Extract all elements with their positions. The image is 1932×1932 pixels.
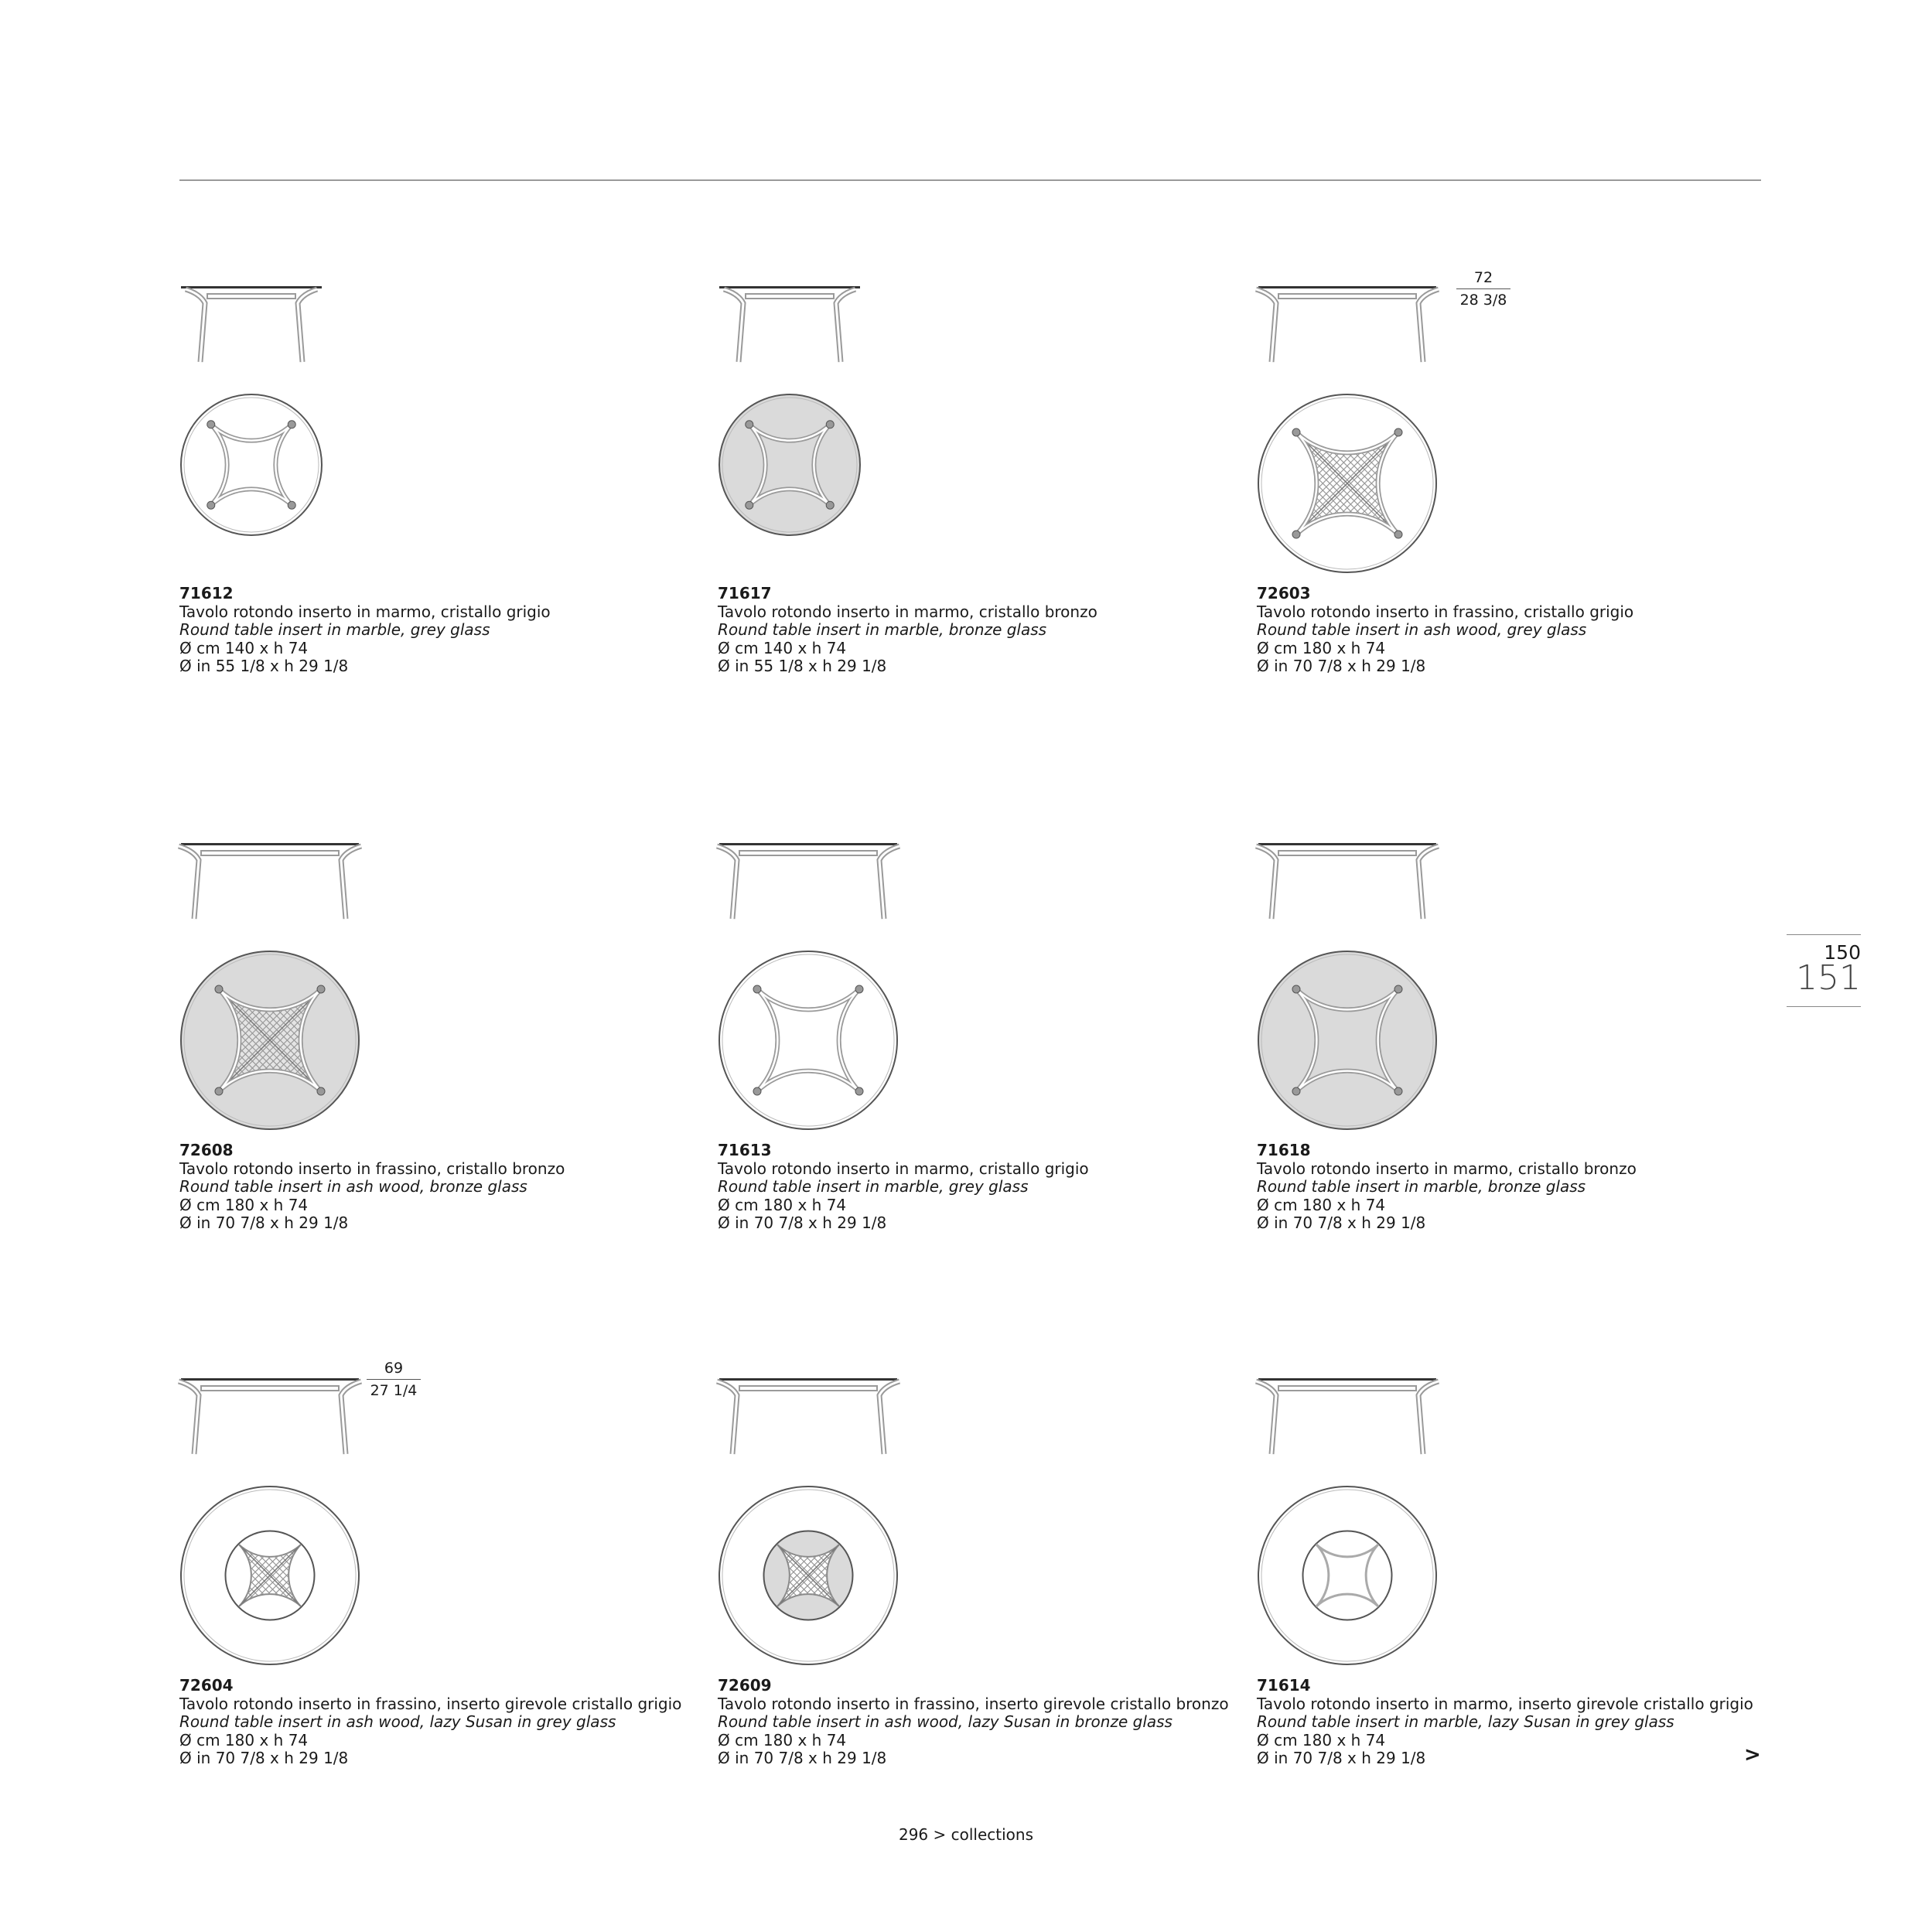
description-en: Round table insert in marble, bronze glass <box>718 620 1047 639</box>
table-top-circle <box>719 394 860 535</box>
product-72604 <box>179 1360 705 1811</box>
dimensions-cm: Ø cm 140 x h 74 <box>718 638 847 657</box>
table-drawing <box>179 1378 442 1657</box>
top-rule <box>179 179 1761 181</box>
side-elevation <box>1256 286 1439 362</box>
plan-view <box>1258 1487 1436 1664</box>
dimensions-cm: Ø cm 180 x h 74 <box>1257 638 1386 657</box>
table-frame-rail <box>739 851 877 855</box>
dimensions-inch: Ø in 70 7/8 x h 29 1/8 <box>179 1213 349 1232</box>
product-code: 71614 <box>1257 1676 1311 1695</box>
table-top-edge <box>1258 1378 1436 1381</box>
product-code: 71617 <box>718 584 772 602</box>
leg-foot <box>288 501 295 509</box>
dimensions-cm: Ø cm 180 x h 74 <box>179 1195 309 1214</box>
description-en: Round table insert in ash wood, lazy Susan in grey glass <box>179 1712 616 1731</box>
description-en: Round table insert in marble, grey glass <box>179 620 490 639</box>
table-top-edge <box>1258 286 1436 288</box>
table-frame-rail <box>1278 851 1416 855</box>
table-frame-rail <box>739 1386 877 1391</box>
plan-view <box>181 394 322 535</box>
leg-foot <box>753 985 761 993</box>
leg-foot <box>317 1087 325 1095</box>
side-elevation <box>1256 843 1439 919</box>
table-frame-rail <box>746 294 834 299</box>
description-en: Round table insert in ash wood, bronze glass <box>179 1177 527 1196</box>
description-en: Round table insert in marble, bronze glass <box>1257 1177 1586 1196</box>
dimensions-cm: Ø cm 180 x h 74 <box>1257 1730 1386 1749</box>
dimensions-inch: Ø in 70 7/8 x h 29 1/8 <box>1257 657 1426 675</box>
plan-view <box>719 394 860 535</box>
table-frame-rail <box>1278 294 1416 299</box>
table-top-circle <box>719 951 897 1129</box>
leg-foot <box>1394 1087 1402 1095</box>
description-en: Round table insert in ash wood, lazy Susan in bronze glass <box>718 1712 1173 1731</box>
description-en: Round table insert in marble, lazy Susan in grey glass <box>1257 1712 1674 1731</box>
table-top-edge <box>719 843 897 845</box>
leg-foot <box>1292 985 1300 993</box>
product-code: 72609 <box>718 1676 772 1695</box>
table-drawing <box>179 843 442 1121</box>
table-frame-rail <box>207 294 295 299</box>
product-code: 71613 <box>718 1141 772 1159</box>
plan-view <box>1258 951 1436 1129</box>
dimensions-cm: Ø cm 140 x h 74 <box>179 638 309 657</box>
plan-view <box>719 1487 897 1664</box>
dimensions-inch: Ø in 55 1/8 x h 29 1/8 <box>718 657 887 675</box>
description-en: Round table insert in marble, grey glass <box>718 1177 1029 1196</box>
next-page-arrow[interactable]: > <box>1744 1743 1761 1766</box>
leg-foot <box>753 1087 761 1095</box>
leg-foot <box>215 1087 223 1095</box>
page-number-left: 150 <box>1824 941 1861 964</box>
leg-foot <box>215 985 223 993</box>
leg-foot <box>207 501 215 509</box>
leg-foot <box>746 421 753 428</box>
leg-foot <box>826 501 834 509</box>
product-71614 <box>1257 1378 1783 1811</box>
leg-foot <box>746 501 753 509</box>
table-top-edge <box>1258 843 1436 845</box>
description-en: Round table insert in ash wood, grey glass <box>1257 620 1587 639</box>
table-drawing <box>718 286 981 565</box>
plan-view <box>719 951 897 1129</box>
side-elevation <box>719 286 860 362</box>
leg-foot <box>1394 531 1402 538</box>
side-elevation <box>717 1378 899 1454</box>
plan-view <box>181 1487 359 1664</box>
table-drawing <box>1257 843 1520 1121</box>
page-numbers <box>1787 934 1861 1007</box>
leg-foot <box>1394 985 1402 993</box>
footer-page-label: 296 > collections <box>898 1825 1034 1844</box>
dimensions-inch: Ø in 70 7/8 x h 29 1/8 <box>1257 1213 1426 1232</box>
description-it: Tavolo rotondo inserto in frassino, inserto girevole cristallo bronzo <box>718 1694 1229 1713</box>
product-code: 72608 <box>179 1141 234 1159</box>
height-inch: 27 1/4 <box>370 1382 418 1399</box>
side-elevation <box>179 843 361 919</box>
product-71613 <box>718 843 1244 1276</box>
leg-foot <box>207 421 215 428</box>
dimensions-inch: Ø in 70 7/8 x h 29 1/8 <box>718 1213 887 1232</box>
table-frame-rail <box>201 851 339 855</box>
table-top-edge <box>181 286 322 288</box>
description-it: Tavolo rotondo inserto in frassino, cristallo grigio <box>1257 602 1634 621</box>
leg-foot <box>317 985 325 993</box>
description-it: Tavolo rotondo inserto in marmo, cristallo bronzo <box>718 602 1097 621</box>
table-drawing <box>718 1378 981 1657</box>
table-top-edge <box>719 1378 897 1381</box>
product-71612 <box>179 286 705 719</box>
table-top-circle <box>1258 951 1436 1129</box>
product-code: 72604 <box>179 1676 234 1695</box>
leg-foot <box>1292 531 1300 538</box>
height-cm: 69 <box>367 1360 421 1380</box>
description-it: Tavolo rotondo inserto in marmo, cristallo grigio <box>179 602 551 621</box>
dimensions-cm: Ø cm 180 x h 74 <box>718 1195 847 1214</box>
side-elevation <box>717 843 899 919</box>
product-code: 71618 <box>1257 1141 1311 1159</box>
description-it: Tavolo rotondo inserto in frassino, inserto girevole cristallo grigio <box>179 1694 682 1713</box>
side-elevation <box>1256 1378 1439 1454</box>
dimensions-cm: Ø cm 180 x h 74 <box>718 1730 847 1749</box>
description-it: Tavolo rotondo inserto in marmo, cristallo grigio <box>718 1159 1089 1178</box>
product-72603 <box>1257 269 1783 719</box>
description-it: Tavolo rotondo inserto in frassino, cristallo bronzo <box>179 1159 565 1178</box>
table-top-circle <box>181 394 322 535</box>
dimensions-cm: Ø cm 180 x h 74 <box>1257 1195 1386 1214</box>
leg-foot <box>288 421 295 428</box>
table-drawing <box>718 843 981 1121</box>
table-frame-rail <box>201 1386 339 1391</box>
table-top-edge <box>181 843 359 845</box>
height-dimension <box>367 1360 421 1399</box>
side-elevation <box>179 1378 361 1454</box>
leg-foot <box>855 985 863 993</box>
product-72608 <box>179 843 705 1276</box>
page-number-right: 151 <box>1796 958 1861 998</box>
leg-foot <box>1292 1087 1300 1095</box>
dimensions-inch: Ø in 55 1/8 x h 29 1/8 <box>179 657 349 675</box>
leg-foot <box>1292 428 1300 436</box>
table-drawing <box>1257 286 1520 565</box>
table-drawing <box>1257 1378 1520 1657</box>
leg-foot <box>826 421 834 428</box>
table-drawing <box>179 286 442 565</box>
dimensions-cm: Ø cm 180 x h 74 <box>179 1730 309 1749</box>
product-71618 <box>1257 843 1783 1276</box>
height-cm: 72 <box>1456 269 1510 289</box>
dimensions-inch: Ø in 70 7/8 x h 29 1/8 <box>1257 1749 1426 1767</box>
product-code: 71612 <box>179 584 234 602</box>
product-71617 <box>718 286 1244 719</box>
product-code: 72603 <box>1257 584 1311 602</box>
leg-foot <box>855 1087 863 1095</box>
height-dimension <box>1456 269 1510 309</box>
product-72609 <box>718 1378 1244 1811</box>
leg-foot <box>1394 428 1402 436</box>
side-elevation <box>181 286 322 362</box>
dimensions-inch: Ø in 70 7/8 x h 29 1/8 <box>179 1749 349 1767</box>
table-frame-rail <box>1278 1386 1416 1391</box>
height-inch: 28 3/8 <box>1459 292 1507 309</box>
table-top-edge <box>719 286 860 288</box>
description-it: Tavolo rotondo inserto in marmo, cristallo bronzo <box>1257 1159 1637 1178</box>
dimensions-inch: Ø in 70 7/8 x h 29 1/8 <box>718 1749 887 1767</box>
description-it: Tavolo rotondo inserto in marmo, inserto girevole cristallo grigio <box>1257 1694 1753 1713</box>
table-top-edge <box>181 1378 359 1381</box>
